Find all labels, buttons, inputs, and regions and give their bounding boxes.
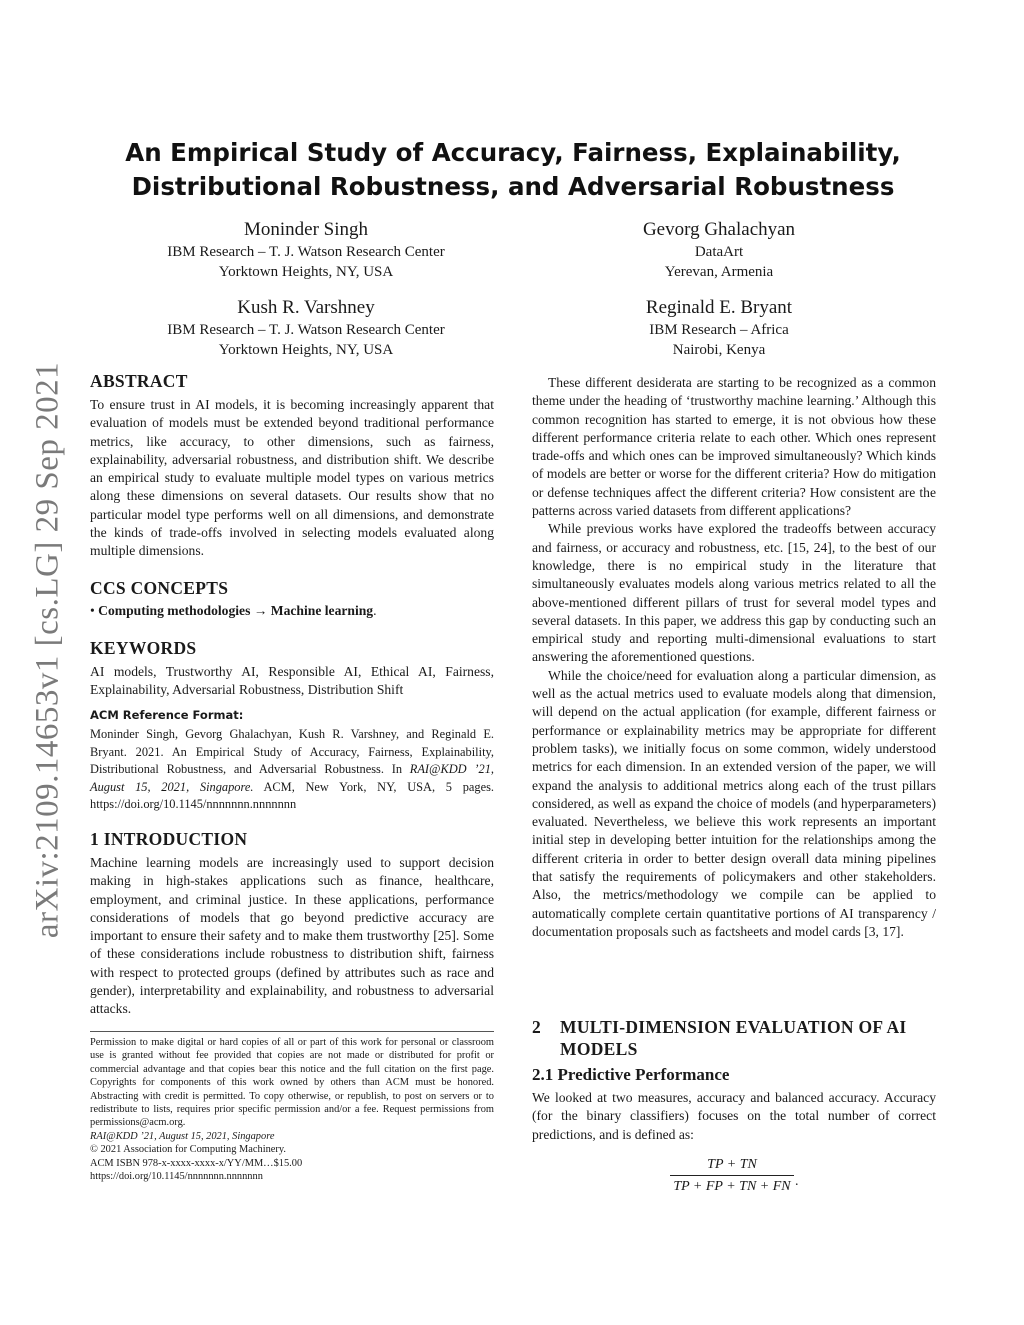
title-line-2: Distributional Robustness, and Adversarial Robustness [131, 172, 895, 201]
keywords-heading: KEYWORDS [90, 638, 197, 658]
author-location: Yorktown Heights, NY, USA [218, 264, 394, 280]
fraction-bar [670, 1175, 794, 1176]
author-location: Nairobi, Kenya [672, 342, 766, 358]
author-name: Gevorg Ghalachyan [642, 219, 796, 240]
footnote-copyright: © 2021 Association for Computing Machinery. [90, 1144, 286, 1156]
arxiv-identifier: arXiv:2109.14653v1 [cs.LG] 29 Sep 2021 [29, 361, 66, 939]
ccs-heading: CCS CONCEPTS [90, 578, 229, 598]
formula-period: . [795, 1174, 799, 1189]
abstract-text: To ensure trust in AI models, it is becoming increasingly apparent that evaluation of models must be extended beyond traditional performance metrics, like accuracy, to other dimensions, such as fairness, explainability, adversarial robustness, and distribution shift. We describe an empirical study to evaluate multiple model types on various metrics along these dimensions on several datasets. Our results show that no particular model type performs well on all dimensions, and demonstrate the kinds of trade-offs involved in selecting models evaluated along multiple dimensions. [90, 397, 494, 559]
author-block [120, 296, 492, 360]
section-2-number: 2 [532, 1017, 542, 1037]
paragraph: While the choice/need for evaluation along a particular dimension, as well as the actual metrics used to evaluate models along that dimension, will depend on the actual application (for example, different fairness or performance or explainability metrics may be appropriate for different problem tasks), we initially focus on some common, widely understood metrics for each dimension. In an extended version of the paper, we will expand the analysis to additional metrics along each of the trust pillars considered, as well as expand the choice of models (and hyperparameters) evaluated. Nevertheless, we believe this work represents an important initial step in developing better intuition for the relationships among the different criteria in order to better design overall data mining pipelines that satisfy the requirements of policymakers and other stakeholders. Also, the metrics/methodology we compile can be applied to automatically complete certain quantitative portions of AI transparency / documentation proposals such as factsheets and model cards [3, 17]. [532, 667, 936, 939]
author-location: Yorktown Heights, NY, USA [218, 342, 394, 358]
accuracy-formula [670, 1156, 794, 1196]
formula-numerator: TP + TN [707, 1157, 757, 1172]
ccs-concepts [90, 602, 494, 620]
permission-notice: Permission to make digital or hard copies of all or part of this work for personal or classroom use is granted without fee provided that copies are not made or distributed for profit or commercial advantage and that copies bear this notice and the full citation on the first page. Copyrights for components of this work owned by others than ACM must be honored. Abstracting with credit is permitted. To copy otherwise, or republish, to post on servers or to redistribute to lists, requires prior specific permission and/or a fee. Request permissions from permissions@acm.org. [90, 1037, 494, 1129]
footnote-divider [90, 1031, 494, 1032]
ccs-subconcept: Machine learning [270, 603, 374, 618]
author-name: Kush R. Varshney [237, 297, 375, 318]
copyright-footnote [90, 1036, 494, 1183]
ccs-period: . [373, 603, 377, 618]
introduction-text: Machine learning models are increasingly used to support decision making in high-stakes applications such as finance, healthcare, employment, and criminal justice. In these applications, performance considerations of models that go beyond predictive accuracy are important to ensure their safety and to make them trustworthy [25]. Some of these considerations include robustness to distribution shift, fairness with respect to protected groups (defined by attributes such as race and gender), interpretability and explainability, and robustness to adversarial attacks. [90, 855, 494, 1017]
ccs-bullet: • [90, 603, 95, 618]
acm-reference-heading: ACM Reference Format: [90, 708, 244, 722]
footnote-venue: RAI@KDD ’21, August 15, 2021, Singapore [90, 1130, 275, 1142]
introduction-heading: 1 INTRODUCTION [90, 829, 248, 849]
acm-reference-text [90, 726, 494, 814]
paragraph: These different desiderata are starting to be recognized as a common theme under the heading of ‘trustworthy machine learning.’ Although this common recognition has started to emerge, it is not obvious how these different performance criteria relate to each other. Which ones represent trade-offs and which ones can be improved simultaneously? Which kinds of models are better or worse for the different criteria? How do mitigation or defense techniques affect the different criteria? How consistent are the patterns across varied datasets from different applications? [532, 375, 936, 519]
subsection-2-1-heading: 2.1 Predictive Performance [532, 1065, 730, 1084]
author-affiliation: IBM Research – Africa [649, 322, 789, 338]
section-2-heading [560, 1016, 907, 1060]
author-affiliation: DataArt [694, 244, 744, 260]
abstract-heading: ABSTRACT [90, 371, 188, 391]
author-name: Moninder Singh [243, 219, 369, 240]
right-column-text [532, 374, 936, 941]
ccs-concept: Computing methodologies [98, 603, 251, 618]
acm-reference-authors: Moninder Singh, Gevorg Ghalachyan, Kush R. Varshney, and Reginald E. Bryant. 2021. An Empirical Study of Accuracy, Fairness, Explainability, Distributional Robustness, and Adversarial Robustness. In [90, 727, 494, 777]
footnote-doi: https://doi.org/10.1145/nnnnnnn.nnnnnnn [90, 1171, 263, 1183]
author-name: Reginald E. Bryant [645, 297, 793, 318]
section-2-heading-line-1: MULTI-DIMENSION EVALUATION OF AI [560, 1017, 907, 1037]
acm-reference-publisher: ACM, New York, NY, USA, 5 pages. https://doi.org/10.1145/nnnnnnn.nnnnnnn [90, 779, 495, 812]
author-location: Yerevan, Armenia [664, 264, 774, 280]
author-block [560, 296, 878, 360]
author-affiliation: IBM Research – T. J. Watson Research Center [167, 322, 445, 338]
author-block [120, 218, 492, 282]
paper-title [90, 136, 936, 204]
author-block [560, 218, 878, 282]
section-2-heading-line-2: MODELS [560, 1039, 638, 1059]
title-line-1: An Empirical Study of Accuracy, Fairness, Explainability, [125, 138, 901, 167]
acm-reference-venue: RAI@KDD ’21, August 15, 2021, Singapore. [90, 762, 494, 794]
footnote-isbn: ACM ISBN 978-x-xxxx-xxxx-x/YY/MM…$15.00 [90, 1157, 303, 1169]
author-affiliation: IBM Research – T. J. Watson Research Center [167, 244, 445, 260]
ccs-arrow: → [253, 603, 268, 618]
subsection-2-1-text: We looked at two measures, accuracy and balanced accuracy. Accuracy (for the binary classifiers) focuses on the total number of correct predictions, and is defined as: [532, 1090, 936, 1142]
paragraph: While previous works have explored the tradeoffs between accuracy and fairness, or accuracy and robustness, etc. [15, 24], to the best of our knowledge, there is no empirical study in the literature that simultaneously evaluates models along various metrics related to all the above-mentioned different pillars of trust for several model types and several datasets. In this paper, we address this gap by conducting such an empirical study and reporting multi-dimensional evaluations to start answering the aforementioned questions. [532, 521, 936, 665]
formula-denominator: TP + FP + TN + FN [673, 1179, 791, 1194]
keywords-text: AI models, Trustworthy AI, Responsible AI, Ethical AI, Fairness, Explainability, Adversarial Robustness, Distribution Shift [90, 664, 494, 698]
